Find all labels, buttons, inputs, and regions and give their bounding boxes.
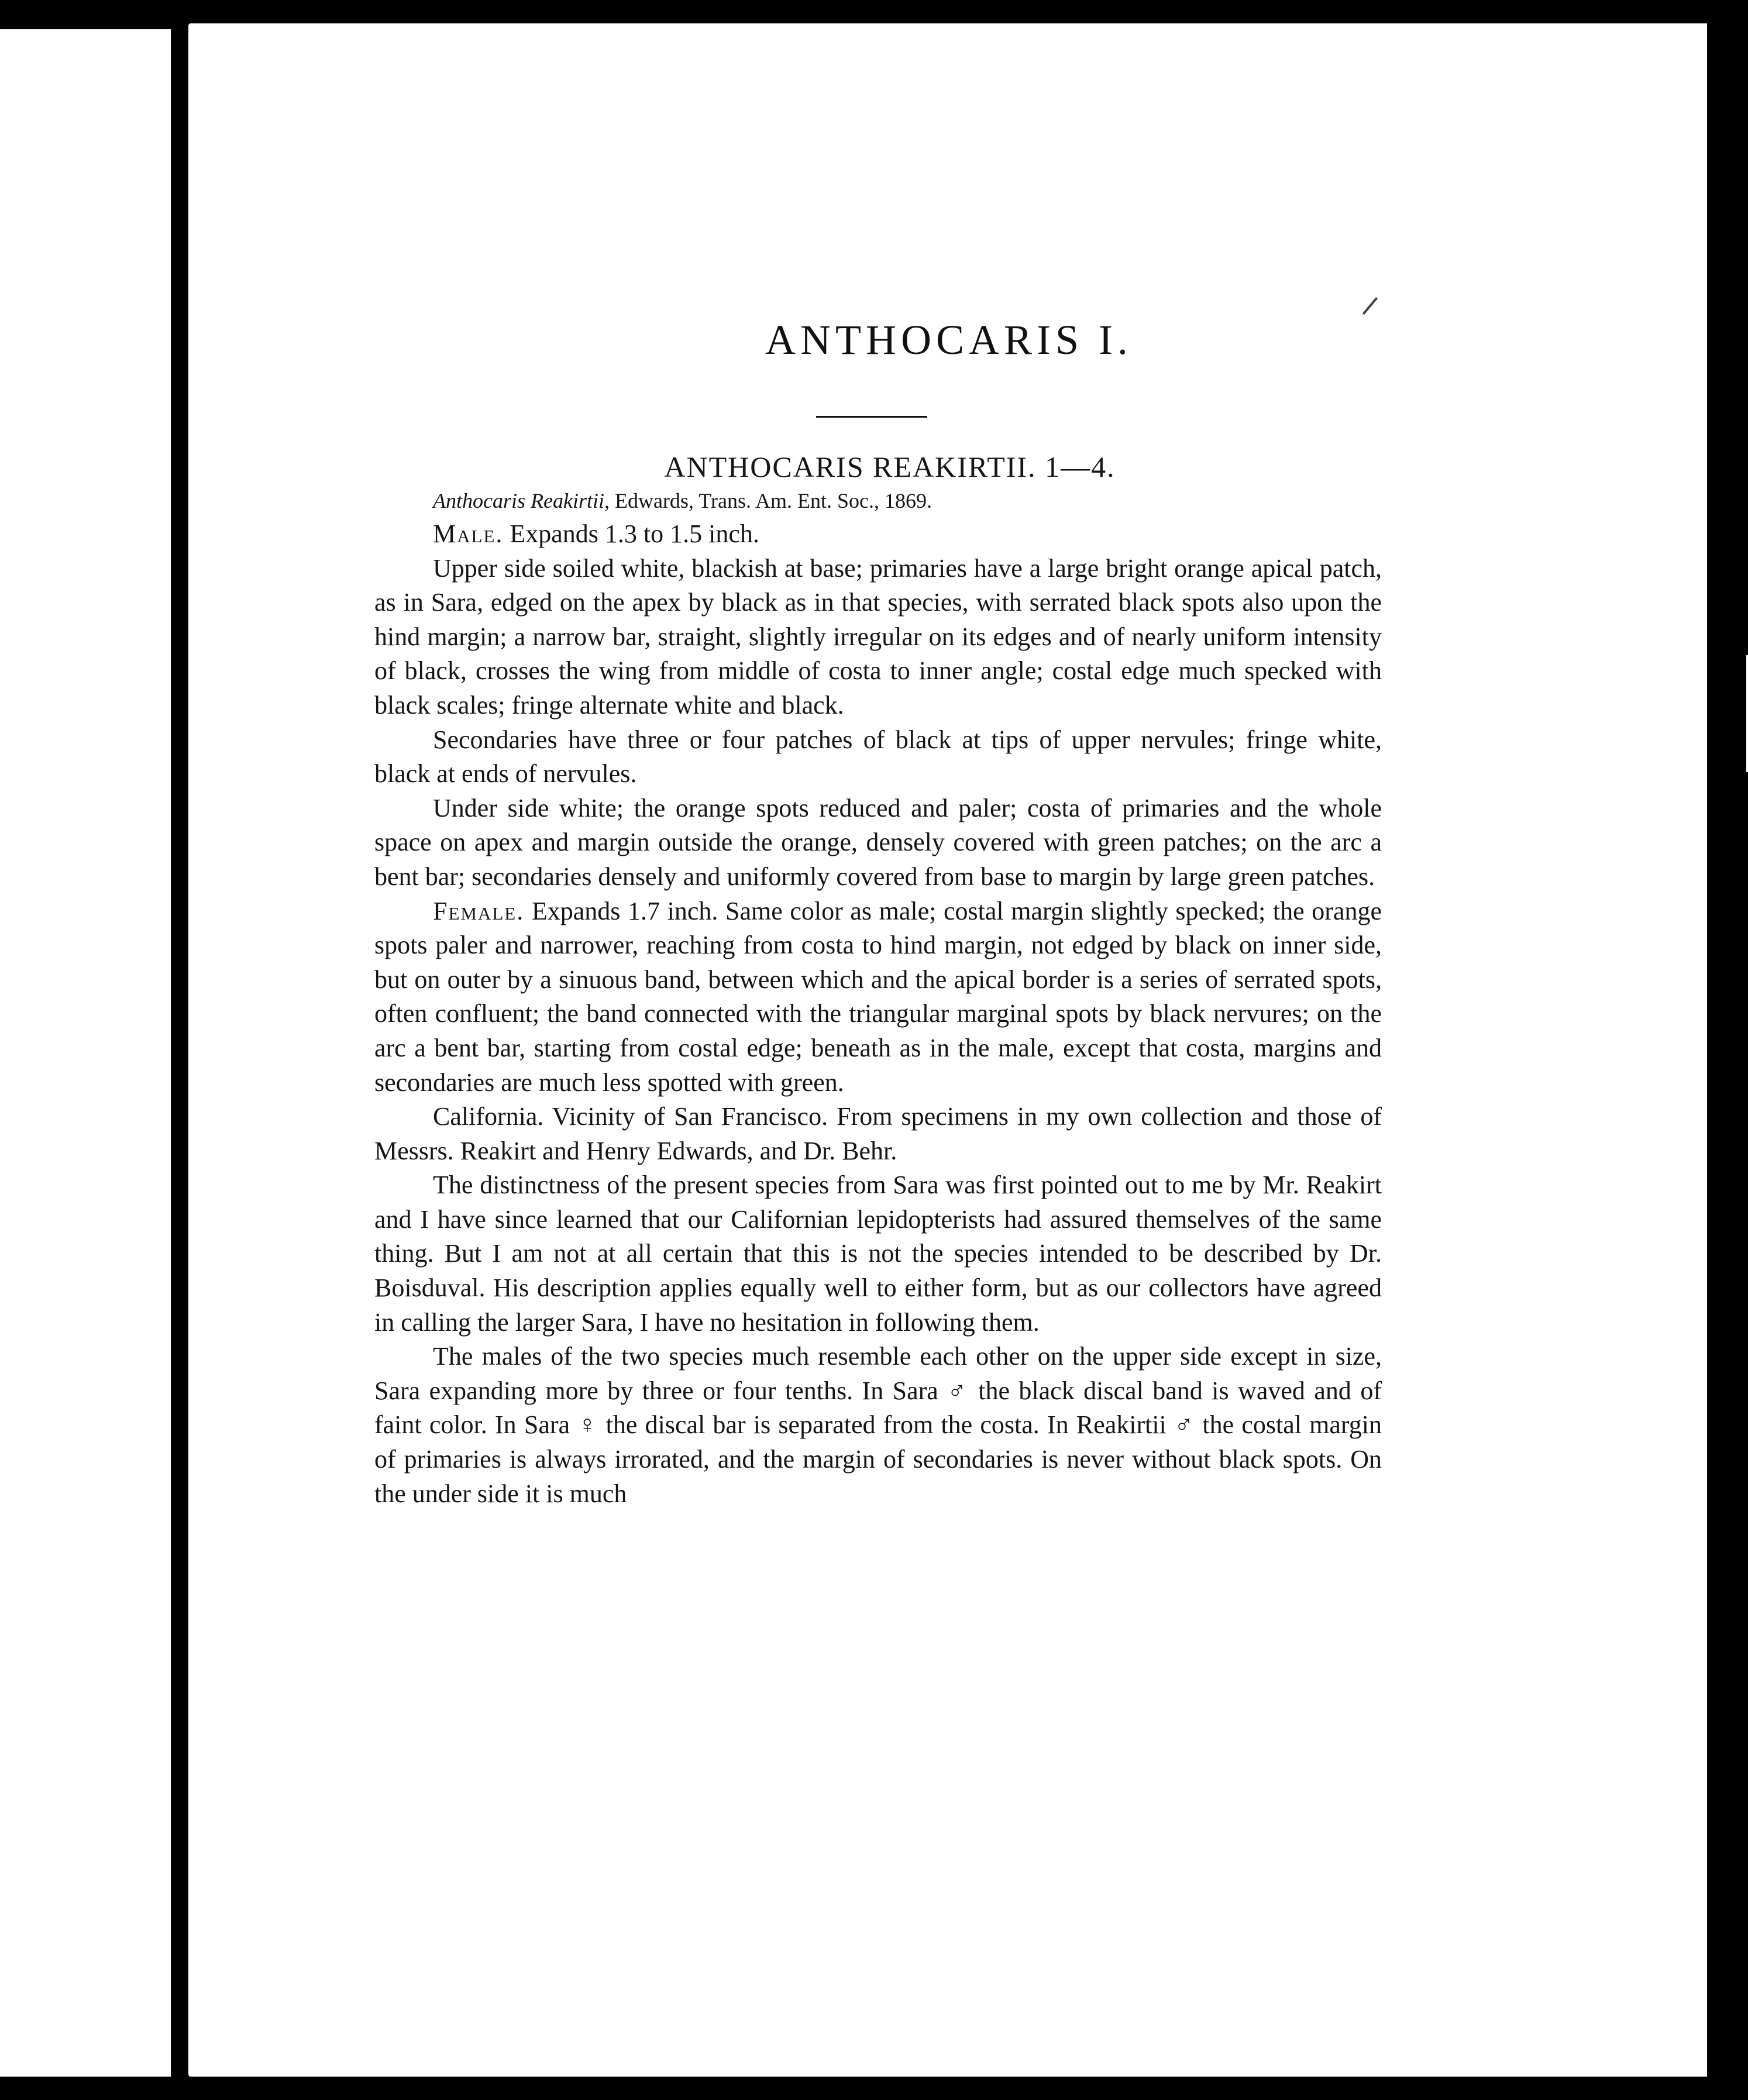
male-paragraph — [374, 517, 1382, 552]
citation-name: Anthocaris Reakirtii, — [433, 489, 610, 512]
secondaries-paragraph: Secondaries have three or four patches of black at tips of upper nervules; fringe white, black at ends of nervules. — [374, 725, 1382, 789]
female-paragraph — [374, 894, 1382, 1100]
male-label: Male. — [433, 519, 504, 548]
locality-paragraph: California. Vicinity of San Francisco. From specimens in my own collection and those of Messrs. Reakirt and Henry Edwards, and Dr. Behr. — [374, 1102, 1382, 1165]
scan-border — [1707, 0, 1748, 2100]
citation-source: Edwards, Trans. Am. Ent. Soc., 1869. — [609, 489, 932, 512]
under-side-paragraph: Under side white; the orange spots reduced and paler; costa of primaries and the whole space on apex and margin outside the orange, densely covered with green patches; on the arc a bent bar; secondaries densely and uniformly covered from base to margin by large green patches. — [374, 793, 1382, 891]
males-comparison-paragraph: The males of the two species much resemble each other on the upper side except in size, Sara expanding more by three or four tenths. In Sara ♂ the black discal band is waved and of faint color. In Sara ♀ the discal bar is separated from the costa. In Reakirtii ♂ the costal margin of primaries is always irrorated, and the margin of secondaries is never without black spots. On the under side it is much — [374, 1342, 1382, 1508]
text-column — [374, 449, 1382, 1511]
upper-side-paragraph: Upper side soiled white, blackish at base; primaries have a large bright orange apical patch, as in Sara, edged on the apex by black as in that species, with serrated black spots also upon the hind margin; a narrow bar, straight, slightly irregular on its edges and of nearly uniform intensity of black, crosses the wing from middle of costa to inner angle; costal edge much specked with black scales; fringe alternate white and black. — [374, 553, 1382, 719]
page-heading: ANTHOCARIS I. — [765, 316, 1133, 363]
male-expanse: Expands 1.3 to 1.5 inch. — [503, 519, 759, 548]
left-page-edge — [0, 29, 171, 2077]
citation — [433, 484, 1382, 517]
distinctness-paragraph: The distinctness of the present species from Sara was first pointed out to me by Mr. Reakirt and I have since learned that our Californian lepidopterists had assured themselves of the same thing. But I am not at all certain that this is not the species intended to be described by Dr. Boisduval. His description applies equally well to either form, but as our collectors have agreed in calling the larger Sara, I have no hesitation in following them. — [374, 1171, 1382, 1337]
heading-rule — [816, 416, 927, 418]
female-description: Expands 1.7 inch. Same color as male; costal margin slightly specked; the orange spots paler and narrower, reaching from costa to hind margin, not edged by black on inner side, but on outer by a sinuous band, between which and the apical border is a series of serrated spots, often confluent; the band connected with the triangular marginal spots by black nervures; on the arc a bent bar, starting from costal edge; beneath as in the male, except that costa, margins and secondaries are much less spotted with green. — [374, 896, 1382, 1097]
book-gutter — [171, 29, 188, 2077]
female-label: Female. — [433, 896, 525, 925]
species-title: ANTHOCARIS REAKIRTII. 1—4. — [664, 450, 1116, 483]
